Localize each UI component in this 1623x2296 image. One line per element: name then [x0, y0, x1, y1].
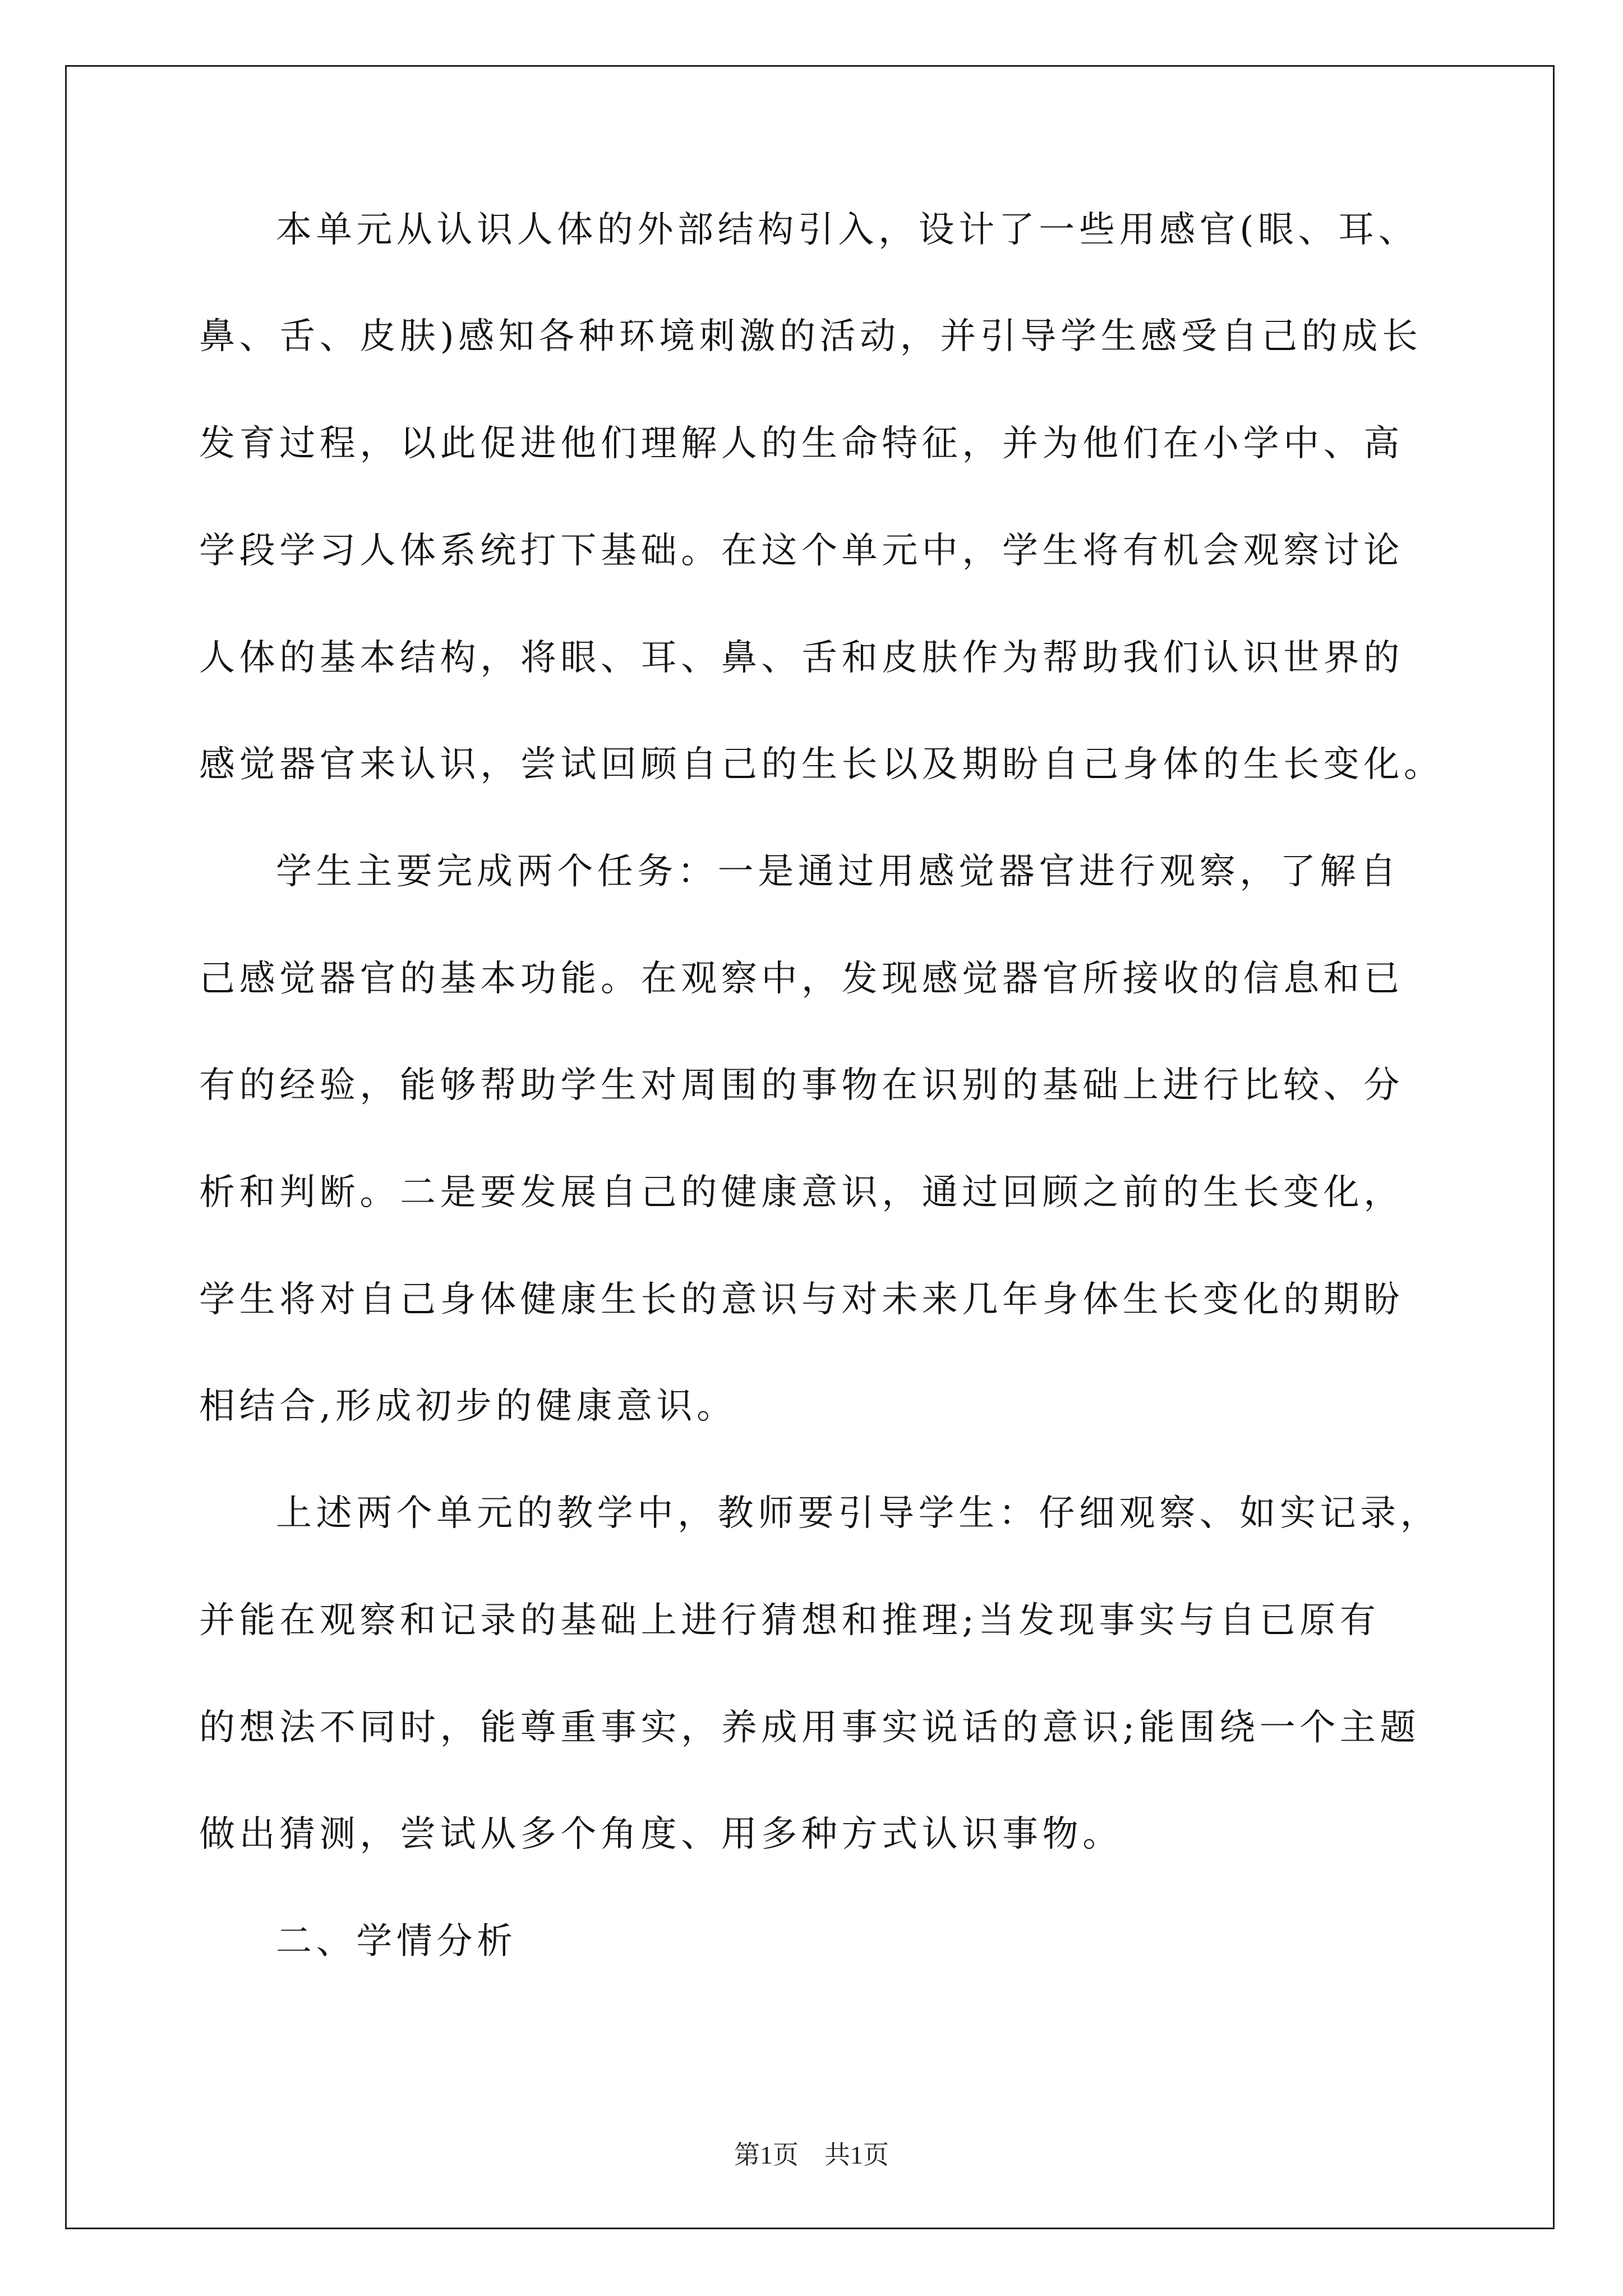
paragraph-2-line-6: 相结合,形成初步的健康意识。	[199, 1386, 737, 1427]
paragraph-2-line-5: 学生将对自己身体健康生长的意识与对未来几年身体生长变化的期盼	[199, 1279, 1404, 1320]
paragraph-1-line-3: 发育过程，以此促进他们理解人的生命特征，并为他们在小学中、高	[199, 423, 1404, 464]
paragraph-3-line-3: 的想法不同时，能尊重事实，养成用事实说话的意识;能围绕一个主题	[199, 1707, 1421, 1749]
paragraph-1-line-5: 人体的基本结构，将眼、耳、鼻、舌和皮肤作为帮助我们认识世界的	[199, 637, 1404, 679]
paragraph-1-line-4: 学段学习人体系统打下基础。在这个单元中，学生将有机会观察讨论	[199, 530, 1404, 572]
paragraph-1-line-2: 鼻、舌、皮肤)感知各种环境刺激的活动，并引导学生感受自己的成长	[199, 316, 1422, 357]
paragraph-3-line-4: 做出猜测，尝试从多个角度、用多种方式认识事物。	[199, 1814, 1123, 1855]
paragraph-2-line-2: 己感觉器官的基本功能。在观察中，发现感觉器官所接收的信息和已	[199, 958, 1404, 1000]
page-border	[65, 65, 1555, 2229]
section-heading: 二、学情分析	[276, 1921, 517, 1962]
paragraph-3-line-1: 上述两个单元的教学中，教师要引导学生：仔细观察、如实记录，	[276, 1493, 1441, 1534]
paragraph-1-line-6: 感觉器官来认识，尝试回顾自己的生长以及期盼自己身体的生长变化。	[199, 744, 1444, 785]
paragraph-2-line-1: 学生主要完成两个任务：一是通过用感觉器官进行观察，了解自	[276, 851, 1400, 892]
paragraph-2-line-4: 析和判断。二是要发展自己的健康意识，通过回顾之前的生长变化，	[199, 1172, 1404, 1213]
paragraph-2-line-3: 有的经验，能够帮助学生对周围的事物在识别的基础上进行比较、分	[199, 1065, 1404, 1106]
paragraph-1-line-1: 本单元从认识人体的外部结构引入，设计了一些用感官(眼、耳、	[276, 209, 1419, 251]
paragraph-3-line-2: 并能在观察和记录的基础上进行猜想和推理;当发现事实与自已原有	[199, 1600, 1380, 1641]
page-number-footer: 第1页 共1页	[734, 2141, 889, 2169]
